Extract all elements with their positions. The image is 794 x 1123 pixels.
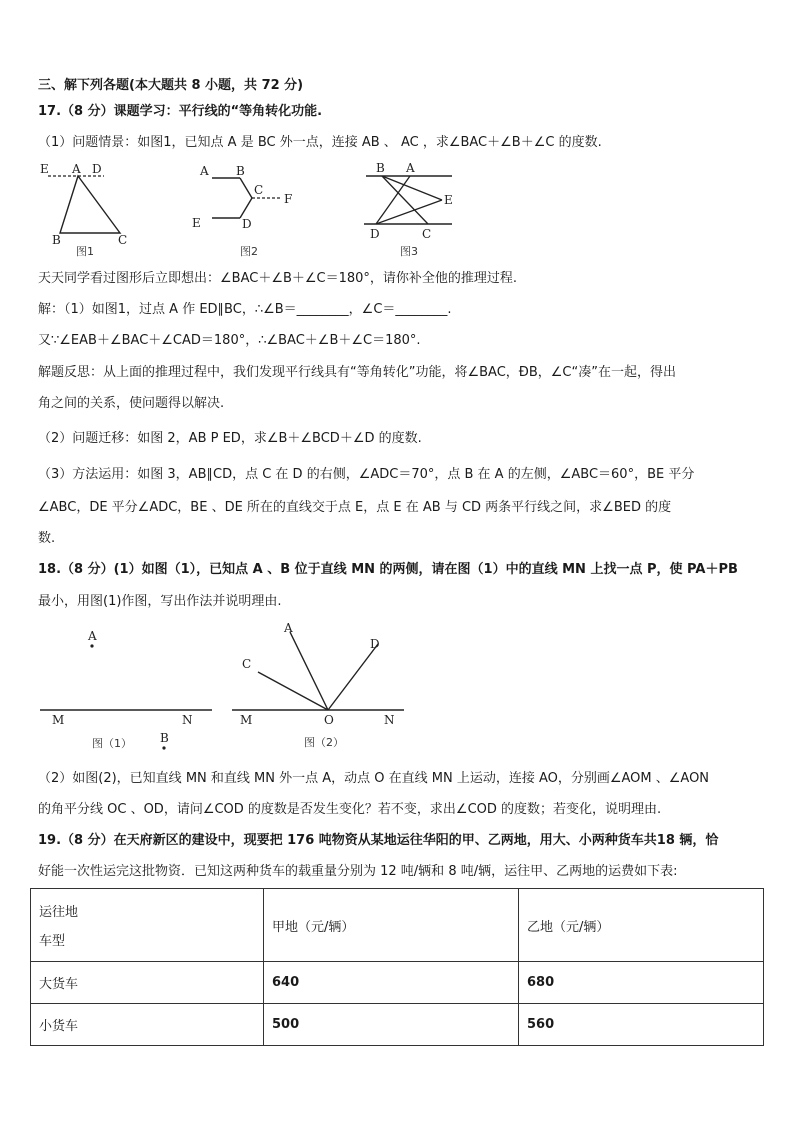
table-row: [31, 962, 764, 1004]
q18-para2: （2）如图(2)，已知直线 MN 和直线 MN 外一点 A，动点 O 在直线 MN 上运动，连接 AO，分别画∠AOM 、∠AON: [38, 771, 710, 786]
fig2-label-d: D: [242, 217, 252, 231]
figq18-2-label-n: N: [384, 713, 395, 727]
freight-cost-table: [30, 888, 764, 1046]
fig1-label-d: D: [92, 162, 102, 176]
row-yi: 560: [519, 1004, 764, 1046]
fig2-label-b: B: [236, 164, 245, 178]
fig1-label-c: C: [118, 233, 128, 247]
col-header-jia: 甲地（元/辆）: [264, 889, 519, 962]
q18-para1: 最小，用图(1)作图，写出作法并说明理由.: [38, 594, 282, 609]
fig1-label-b: B: [52, 233, 61, 247]
figq18-2-label-c: C: [242, 657, 252, 671]
section-title: 三、解下列各题(本大题共 8 小题，共 72 分): [38, 78, 304, 93]
figq18-2-label-d: D: [370, 637, 380, 651]
q19-heading: 19.（8 分）在天府新区的建设中，现要把 176 吨物资从某地运往华阳的甲、乙两地，用大、小两种货车共18 辆，恰: [38, 833, 719, 848]
q17-para3: 解：（1）如图1，过点 A 作 ED∥BC，∴∠B＝________，∠C＝________.: [38, 302, 452, 317]
fig2-caption: 图2: [240, 245, 258, 258]
fig3-label-d: D: [370, 227, 380, 241]
figq18-2-label-m: M: [240, 713, 253, 727]
q18-heading: 18.（8 分）(1）如图（1），已知点 A 、B 位于直线 MN 的两侧，请在图（1）中的直线 MN 上找一点 P，使 PA＋PB: [38, 562, 738, 577]
table-row: [31, 1004, 764, 1046]
q19-para1: 好能一次性运完这批物资．已知这两种货车的载重量分别为 12 吨/辆和 8 吨/辆，运往甲、乙两地的运费如下表:: [38, 864, 678, 879]
corner-top: 运往地: [39, 905, 79, 920]
q17-para6: 角之间的关系，使问题得以解决.: [38, 396, 225, 411]
q17-part1: （1）问题情景：如图1，已知点 A 是 BC 外一点，连接 AB 、 AC ，求∠BAC＋∠B＋∠C 的度数.: [38, 135, 602, 150]
fig3-label-c: C: [422, 227, 432, 241]
q17-heading: 17.（8 分）课题学习：平行线的“等角转化功能.: [38, 104, 323, 119]
fig3-label-e: E: [444, 193, 453, 207]
q17-para10: 数.: [38, 531, 56, 546]
row-jia: 500: [264, 1004, 519, 1046]
q17-para2: 天天同学看过图形后立即想出：∠BAC＋∠B＋∠C＝180°，请你补全他的推理过程.: [38, 271, 518, 286]
fig3-label-a: A: [406, 161, 415, 175]
row-yi: 680: [519, 962, 764, 1004]
q17-para9: ∠ABC，DE 平分∠ADC，BE 、DE 所在的直线交于点 E，点 E 在 AB 与 CD 两条平行线之间，求∠BED 的度: [38, 500, 672, 515]
fig2-label-a: A: [200, 164, 209, 178]
table-header-row: [31, 889, 764, 962]
q18-para3: 的角平分线 OC 、OD，请问∠COD 的度数是否发生变化？若不变，求出∠COD 的度数；若变化，说明理由.: [38, 802, 662, 817]
fig2-label-e: E: [192, 216, 201, 230]
q17-para8: （3）方法运用：如图 3，AB∥CD，点 C 在 D 的右侧，∠ADC＝70°，点 B 在 A 的左侧，∠ABC＝60°，BE 平分: [38, 467, 695, 482]
fig1-label-e: E: [40, 162, 49, 176]
figq18-1-caption: 图（1）: [92, 737, 132, 750]
fig3-label-b: B: [376, 161, 385, 175]
figure-q18-2: [228, 618, 408, 748]
fig2-label-c: C: [254, 183, 264, 197]
corner-bottom: 车型: [39, 934, 66, 949]
figure-2: [190, 158, 300, 258]
q17-para7: （2）问题迁移：如图 2，AB P ED，求∠B＋∠BCD＋∠D 的度数.: [38, 431, 422, 446]
figure-1: [38, 158, 148, 258]
figure-q18-1: [36, 624, 216, 754]
q17-para5: 解题反思：从上面的推理过程中，我们发现平行线具有“等角转化”功能，将∠BAC，ÐB，∠C“凑”在一起，得出: [38, 365, 676, 380]
table-corner-cell: [31, 889, 264, 962]
figq18-2-label-o: O: [324, 713, 334, 727]
figure-3: [356, 158, 466, 258]
col-header-yi: 乙地（元/辆）: [519, 889, 764, 962]
figq18-1-label-m: M: [52, 713, 65, 727]
fig3-caption: 图3: [400, 245, 418, 258]
figq18-1-label-b: B: [160, 731, 169, 745]
row-type: 大货车: [31, 962, 264, 1004]
figq18-1-label-a: A: [88, 629, 97, 643]
figq18-1-label-n: N: [182, 713, 193, 727]
row-jia: 640: [264, 962, 519, 1004]
q17-para4: 又∵∠EAB＋∠BAC＋∠CAD＝180°，∴∠BAC＋∠B＋∠C＝180°.: [38, 333, 421, 348]
figq18-2-caption: 图（2）: [304, 736, 344, 748]
row-type: 小货车: [31, 1004, 264, 1046]
fig1-caption: 图1: [76, 245, 94, 258]
fig2-label-f: F: [284, 192, 293, 206]
fig1-label-a: A: [72, 162, 81, 176]
figq18-2-label-a: A: [284, 621, 293, 635]
